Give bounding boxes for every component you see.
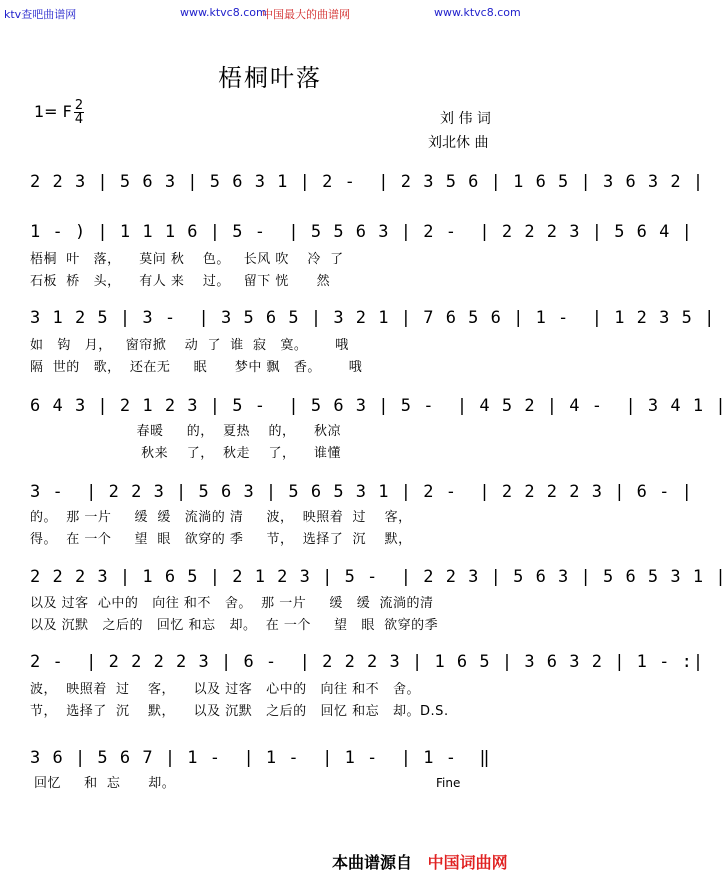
composer-credit: 刘北休 曲: [428, 135, 489, 151]
score-line-2-lyrics-1: 梧桐 叶 落， 莫问 秋 色。 长风 吹 冷 了: [30, 252, 344, 267]
footer-source-name: 中国词曲网: [427, 853, 508, 872]
score-line-7-lyrics-2: 节， 选择了 沉 默， 以及 沉默 之后的 回忆 和忘 却。D.S.: [30, 704, 449, 719]
key-signature: 1= F: [34, 102, 72, 121]
page-title: 梧桐叶落: [218, 64, 322, 92]
footer-source-label: 本曲谱源自: [332, 853, 413, 872]
score-line-7-notes: 2 - | 2 2 2 2 3 | 6 - | 2 2 2 3 | 1 6 5 | 3 6 3 2 | 1 - :|: [30, 652, 705, 672]
score-line-6-lyrics-1: 以及 过客 心中的 向往 和不 舍。 那 一片 缓 缓 流淌的清: [30, 596, 434, 611]
lyricist-credit: 刘 伟 词: [440, 111, 491, 127]
score-line-5-lyrics-1: 的。 那 一片 缓 缓 流淌的 清 波， 映照着 过 客，: [30, 510, 412, 525]
time-signature: 2 4: [74, 98, 84, 127]
watermark-center-url: www.ktvc8.com: [180, 6, 267, 19]
score-line-6-lyrics-2: 以及 沉默 之后的 回忆 和忘 却。 在 一个 望 眼 欲穿的季: [30, 618, 439, 633]
score-line-2-lyrics-2: 石板 桥 头， 有人 来 过。 留下 恍 然: [30, 274, 331, 289]
score-line-8-notes: 3 6 | 5 6 7 | 1 - | 1 - | 1 - | 1 - ‖: [30, 748, 491, 768]
watermark-left: ktv查吧曲谱网: [4, 8, 77, 21]
score-line-5-notes: 3 - | 2 2 3 | 5 6 3 | 5 6 5 3 1 | 2 - | 2 2 2 2 3 | 6 - |: [30, 482, 693, 502]
score-line-7-lyrics-1: 波， 映照着 过 客， 以及 过客 心中的 向往 和不 舍。: [30, 682, 421, 697]
score-line-1-notes: 2 2 3 | 5 6 3 | 5 6 3 1 | 2 - | 2 3 5 6 | 1 6 5 | 3 6 3 2 |: [30, 172, 705, 192]
score-line-3-lyrics-1: 如 钩 月， 窗帘掀 动 了 谁 寂 寞。 哦: [30, 338, 349, 353]
watermark-center-name: 中国最大的曲谱网: [262, 8, 350, 21]
fine-marker: Fine: [436, 776, 461, 790]
score-line-4-lyrics-2: 秋来 了， 秋走 了， 谁懂: [30, 446, 342, 461]
score-line-6-notes: 2 2 2 3 | 1 6 5 | 2 1 2 3 | 5 - | 2 2 3 | 5 6 3 | 5 6 5 3 1 |: [30, 567, 727, 587]
score-line-2-notes: 1 - ) | 1 1 1 6 | 5 - | 5 5 6 3 | 2 - | 2 2 2 3 | 5 6 4 |: [30, 222, 693, 242]
watermark-right: www.ktvc8.com: [434, 6, 521, 19]
score-line-3-notes: 3 1 2 5 | 3 - | 3 5 6 5 | 3 2 1 | 7 6 5 6 | 1 - | 1 2 3 5 |: [30, 308, 716, 328]
score-line-3-lyrics-2: 隔 世的 歌， 还在无 眠 梦中 飘 香。 哦: [30, 360, 363, 375]
score-line-8-lyrics-1: 回忆 和 忘 却。: [34, 776, 176, 791]
score-line-4-lyrics-1: 春暖 的， 夏热 的， 秋凉: [30, 424, 342, 439]
score-line-4-notes: 6 4 3 | 2 1 2 3 | 5 - | 5 6 3 | 5 - | 4 5 2 | 4 - | 3 4 1 |: [30, 396, 727, 416]
footer-source: [332, 850, 508, 873]
score-line-5-lyrics-2: 得。 在 一个 望 眼 欲穿的 季 节， 选择了 沉 默，: [30, 532, 412, 547]
